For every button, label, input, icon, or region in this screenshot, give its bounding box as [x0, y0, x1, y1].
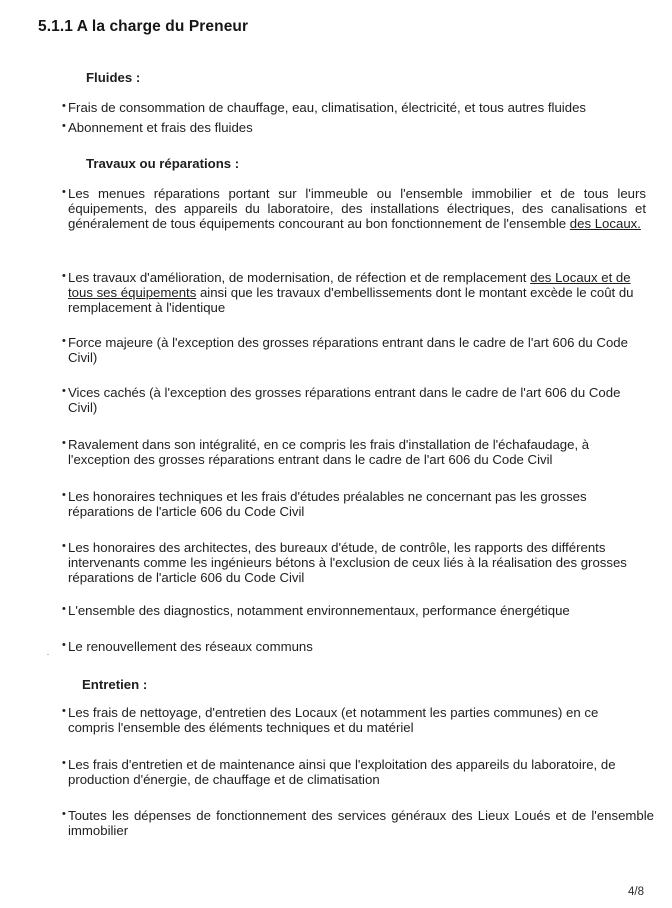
list-item [62, 808, 654, 838]
list-item [62, 385, 628, 415]
list-item-text: Les frais de nettoyage, d'entretien des Locaux (et notamment les parties communes) en ce compris l'ensemble des éléments techniques et du matériel [68, 705, 599, 735]
list-item [62, 757, 628, 787]
list-item-text: Les honoraires des architectes, des bureaux d'étude, de contrôle, les rapports des différents intervenants comme les ingénieurs bétons à l'exclusion de ceux liés à la réalisation des grosses réparations de l'article 606 du Code Civil [68, 540, 627, 585]
list-item [62, 186, 646, 231]
list-item-text: Abonnement et frais des fluides [68, 120, 253, 135]
list-item-text: Les frais d'entretien et de maintenance ainsi que l'exploitation des appareils du laboratoire, de production d'énergie, de chauffage et de climatisation [68, 757, 616, 787]
bullet: • [62, 270, 66, 282]
bullet: • [62, 808, 66, 820]
list-item-text: Les menues réparations portant sur l'immeuble ou l'ensemble immobilier et de tous leurs équipements, des appareils du laboratoire, des installations électriques, des canalisations et généralement de tous équipements concourant au bon fonctionnement de l'ensemble des Locaux. [68, 186, 646, 231]
bullet: • [62, 639, 66, 651]
list-item [62, 489, 608, 519]
list-item-text: Frais de consommation de chauffage, eau, climatisation, électricité, et tous autres fluides [68, 100, 587, 115]
bullet: • [62, 489, 66, 501]
bullet: • [62, 186, 66, 198]
bullet: • [62, 540, 66, 552]
bullet: • [62, 100, 66, 112]
bullet: • [62, 705, 66, 717]
list-item-text: Force majeure (à l'exception des grosses réparations entrant dans le cadre de l'art 606 du Code Civil) [68, 335, 628, 365]
bullet: • [62, 385, 66, 397]
list-item-text: L'ensemble des diagnostics, notamment environnementaux, performance énergétique [68, 603, 570, 618]
list-item [62, 639, 652, 654]
heading-entretien: Entretien : [82, 677, 148, 692]
list-item [62, 270, 638, 315]
list-item-text: Les honoraires techniques et les frais d'études préalables ne concernant pas les grosses réparations de l'article 606 du Code Civil [68, 489, 587, 519]
section-title: 5.1.1 A la charge du Preneur [38, 18, 249, 35]
list-item-text: Toutes les dépenses de fonctionnement des services généraux des Lieux Loués et de l'ensemble immobilier [68, 808, 654, 838]
list-item [62, 603, 652, 618]
page-number: 4/8 [628, 886, 644, 898]
heading-fluides: Fluides : [86, 70, 141, 85]
list-item-text: Les travaux d'amélioration, de modernisation, de réfection et de remplacement des Locaux et de tous ses équipements ainsi que les travaux d'embellissements dont le montant excède le coût du remplacement à l'identique [68, 270, 634, 315]
scan-mark [47, 654, 49, 655]
list-item [62, 437, 638, 467]
underlined-text: des Locaux. [569, 216, 641, 231]
heading-travaux: Travaux ou réparations : [86, 156, 240, 171]
list-item [62, 335, 638, 365]
list-item [62, 540, 654, 585]
list-item [62, 100, 652, 115]
list-item-text: Le renouvellement des réseaux communs [68, 639, 313, 654]
bullet: • [62, 120, 66, 132]
list-item [62, 120, 652, 135]
bullet: • [62, 757, 66, 769]
list-item-text: Vices cachés (à l'exception des grosses réparations entrant dans le cadre de l'art 606 du Code Civil) [68, 385, 621, 415]
list-item-text: Ravalement dans son intégralité, en ce compris les frais d'installation de l'échafaudage, à l'exception des grosses réparations entrant dans le cadre de l'art 606 du Code Civil [68, 437, 590, 467]
bullet: • [62, 335, 66, 347]
bullet: • [62, 603, 66, 615]
list-item [62, 705, 638, 735]
bullet: • [62, 437, 66, 449]
underlined-text: des Locaux et de tous ses équipements [68, 270, 631, 300]
